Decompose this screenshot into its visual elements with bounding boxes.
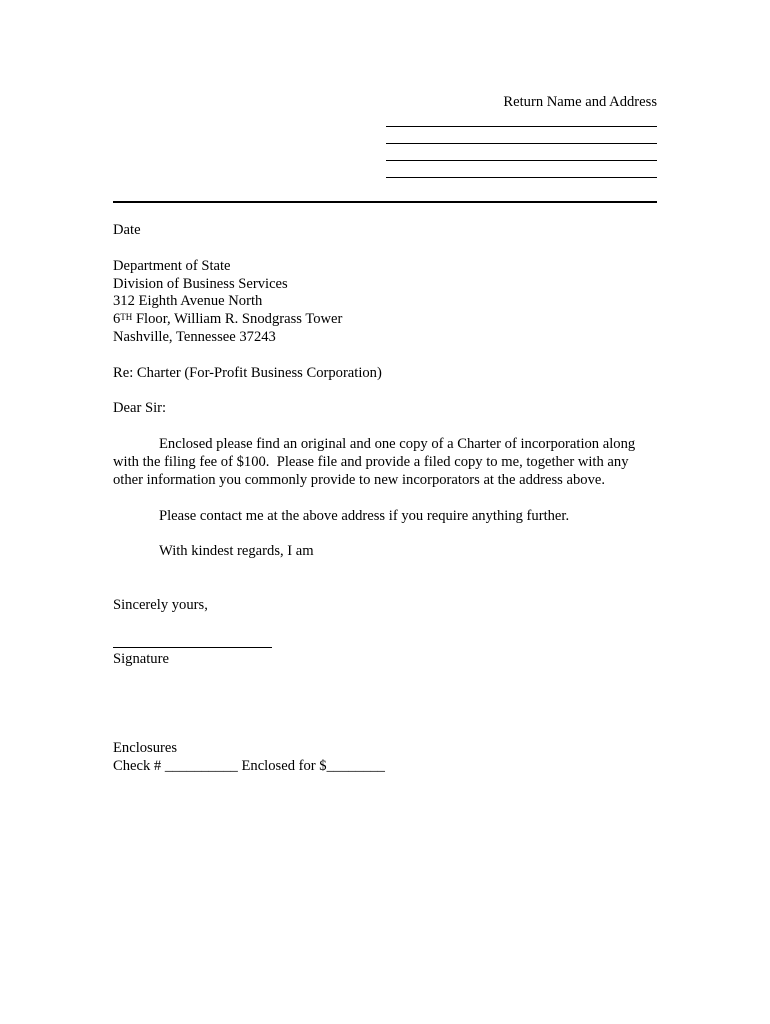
floor-superscript: TH [120, 312, 133, 322]
floor-number: 6 [113, 311, 121, 327]
date-label: Date [113, 222, 141, 238]
return-address-line [386, 177, 657, 178]
body-paragraph-1-line: other information you commonly provide to new incorporators at the address above. [113, 471, 606, 488]
salutation: Dear Sir: [113, 400, 167, 416]
return-address-block [386, 94, 657, 178]
signature-line [113, 647, 272, 648]
signature-label: Signature [113, 651, 169, 667]
body-paragraph-1-line: Enclosed please find an original and one copy of a Charter of incorporation along [159, 436, 636, 452]
return-address-line [386, 160, 657, 161]
body-paragraph-3: With kindest regards, I am [159, 543, 314, 559]
header-divider [113, 201, 657, 203]
recipient-line-4 [113, 311, 342, 329]
return-address-line [386, 126, 657, 127]
return-address-title: Return Name and Address [503, 94, 657, 110]
body-paragraph-2: Please contact me at the above address if you require anything further. [159, 508, 570, 524]
body-paragraph-1 [113, 436, 657, 489]
enclosures-label: Enclosures [113, 740, 178, 756]
recipient-line-2: Division of Business Services [113, 276, 288, 292]
check-line: Check # __________ Enclosed for $________ [113, 758, 385, 774]
recipient-line-1: Department of State [113, 258, 231, 274]
closing: Sincerely yours, [113, 597, 208, 613]
recipient-line-3: 312 Eighth Avenue North [113, 293, 263, 309]
return-address-line [386, 143, 657, 144]
recipient-line-5: Nashville, Tennessee 37243 [113, 329, 276, 345]
body-paragraph-1-line: with the filing fee of $100. Please file and provide a filed copy to me, together with any [113, 453, 629, 470]
subject-line: Re: Charter (For-Profit Business Corporation) [113, 365, 382, 381]
floor-rest: Floor, William R. Snodgrass Tower [132, 311, 343, 327]
